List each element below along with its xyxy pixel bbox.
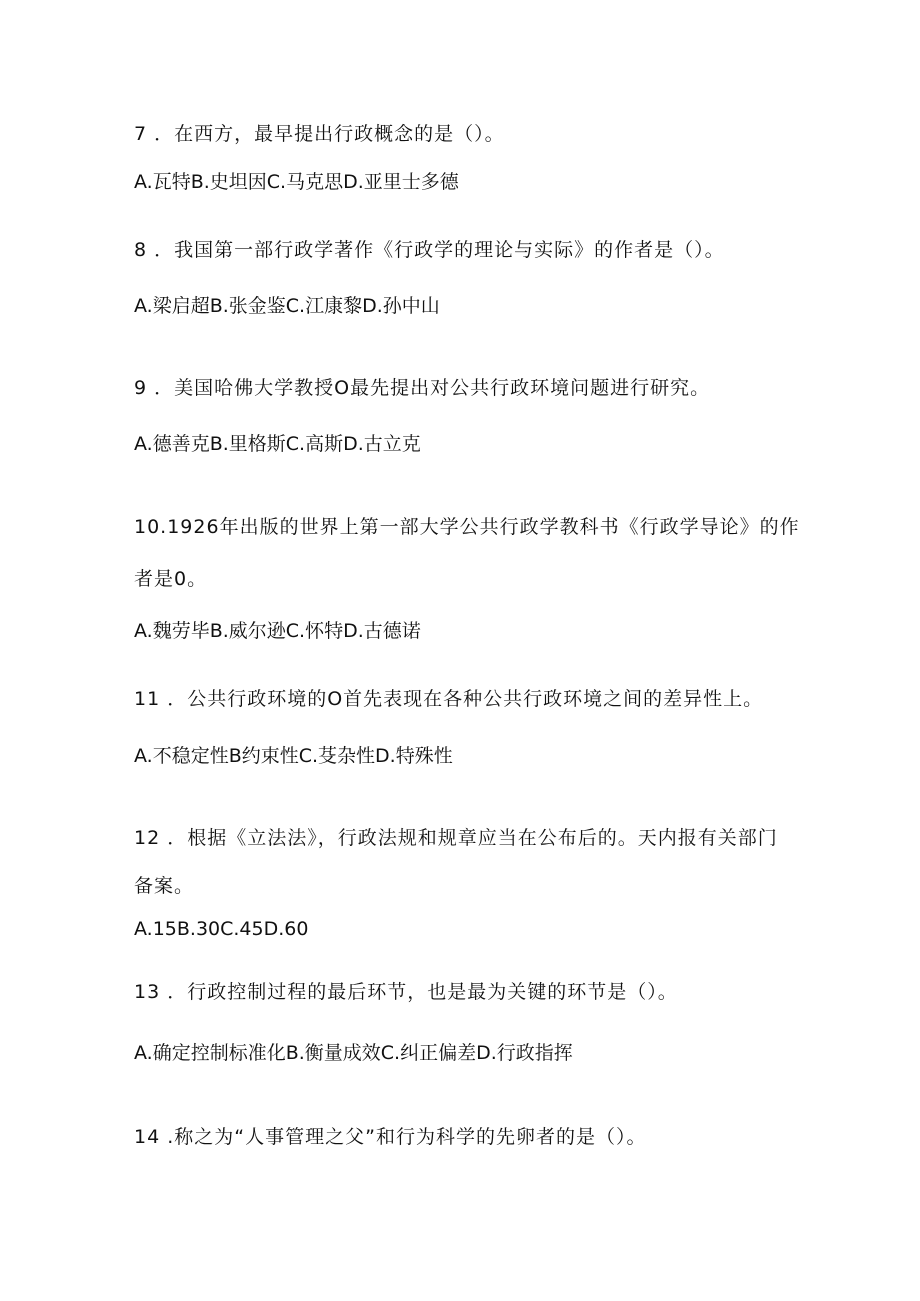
question-8-options: A.梁启超B.张金鉴C.江康黎D.孙中山 — [134, 295, 440, 317]
question-10-text-line-1: 10.1926年出版的世界上第一部大学公共行政学教科书《行政学导论》的作 — [134, 516, 800, 538]
question-9-options: A.德善克B.里格斯C.高斯D.古立克 — [134, 433, 421, 455]
question-13-options: A.确定控制标准化B.衡量成效C.纠正偏差D.行政指挥 — [134, 1042, 573, 1064]
question-7-text: 7 ．在西方，最早提出行政概念的是（）。 — [134, 123, 505, 145]
question-12-options: A.15B.30C.45D.60 — [134, 918, 309, 940]
question-12-text-line-2: 备案。 — [134, 875, 195, 897]
question-10-options: A.魏劳毕B.威尔逊C.怀特D.古德诺 — [134, 620, 421, 642]
question-11-text: 11 ．公共行政环境的O首先表现在各种公共行政环境之间的差异性上。 — [134, 688, 764, 710]
question-11-options: A.不稳定性B约束性C.芟杂性D.特殊性 — [134, 745, 453, 767]
question-8-text: 8 ．我国第一部行政学著作《行政学的理论与实际》的作者是（）。 — [134, 239, 725, 261]
question-12-text-line-1: 12 ．根据《立法法》，行政法规和规章应当在公布后的。天内报有关部门 — [134, 827, 778, 849]
question-13-text: 13 ．行政控制过程的最后环节，也是最为关键的环节是（）。 — [134, 981, 678, 1003]
question-10-text-line-2: 者是0。 — [134, 568, 208, 590]
question-9-text: 9 ．美国哈佛大学教授O最先提出对公共行政环境问题进行研究。 — [134, 377, 711, 399]
question-7-options: A.瓦特B.史坦因C.马克思D.亚里士多德 — [134, 171, 459, 193]
question-14-text: 14 .称之为“人事管理之父”和行为科学的先卵者的是（）。 — [134, 1126, 647, 1148]
